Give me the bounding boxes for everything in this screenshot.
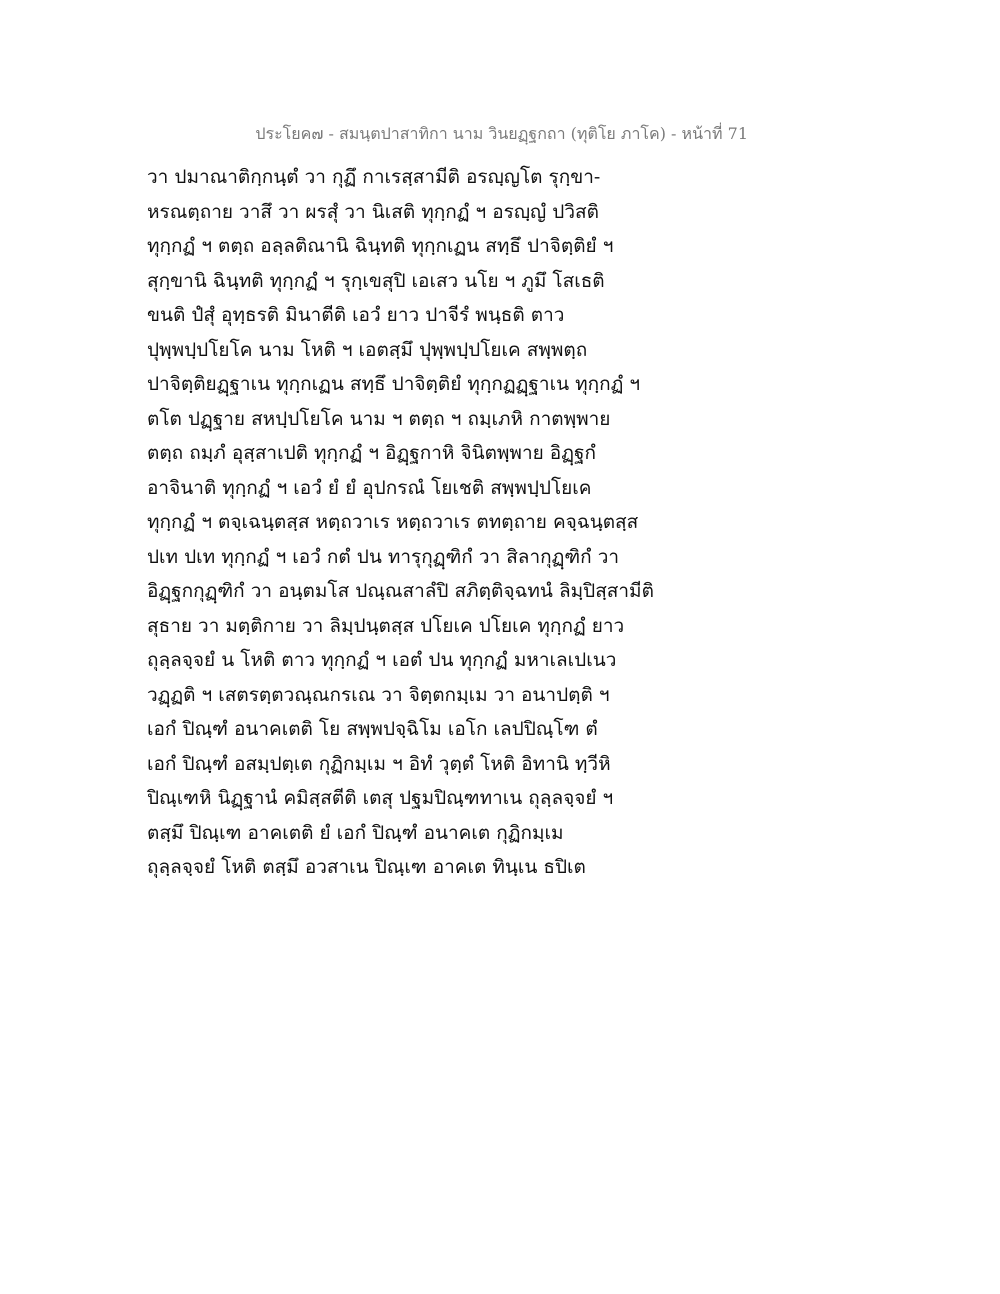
text-line: ทุกฺกฏํ ฯ ตจฺเฉนฺตสฺส หตฺถวาเร หตฺถวาเร ตทตฺถาย คจฺฉนฺตสฺส bbox=[147, 511, 639, 533]
text-line: ตสฺมึ ปิณฺเฑ อาคเตติ ยํ เอกํ ปิณฺฑํ อนาคเต กุฏิกมฺเม bbox=[147, 821, 564, 844]
text-line: ตโต ปฏฺฐาย สหปฺปโยโค นาม ฯ ตตฺถ ฯ ถมฺเภหิ กาตพฺพาย bbox=[147, 407, 611, 430]
text-line: สุธาย วา มตฺติกาย วา ลิมฺปนฺตสฺส ปโยเค ปโยเค ทุกฺกฏํ ยาว bbox=[147, 614, 625, 637]
text-line: เอกํ ปิณฺฑํ อนาคเตติ โย สพฺพปจฺฉิโม เอโก เลปปิณฺโฑ ตํ bbox=[147, 718, 598, 740]
text-line: อิฏฺฐกกุฏฺฑิกํ วา อนฺตมโส ปณฺณสาลํปิ สภิตฺติจฺฉทนํ ลิมฺปิสฺสามีติ bbox=[147, 580, 654, 602]
text-line: อาจินาติ ทุกฺกฏํ ฯ เอวํ ยํ ยํ อุปกรณํ โยเชติ สพฺพปฺปโยเค bbox=[147, 476, 592, 499]
text-line: ขนติ ปํสุํ อุทฺธรติ มินาตีติ เอวํ ยาว ปาจีรํ พนฺธติ ตาว bbox=[147, 304, 565, 326]
text-line: หรณตฺถาย วาสึ วา ผรสุํ วา นิเสติ ทุกฺกฏํ ฯ อรญฺญํ ปวิสติ bbox=[147, 200, 599, 223]
text-line: วฏฺฏติ ฯ เสตรตฺตวณฺณกรเณ วา จิตฺตกมฺเม วา อนาปตฺติ ฯ bbox=[147, 683, 610, 706]
text-line: ตตฺถ ถมฺภํ อุสฺสาเปติ ทุกฺกฏํ ฯ อิฏฺฐกาหิ จินิตพฺพาย อิฏฺฐกํ bbox=[147, 442, 596, 464]
text-line: ทุกฺกฏํ ฯ ตตฺถ อลฺลติณานิ ฉินฺทติ ทุกฺกเฏน สทฺธึ ปาจิตฺติยํ ฯ bbox=[147, 235, 614, 257]
body-text bbox=[147, 160, 767, 885]
text-line: ปเท ปเท ทุกฺกฏํ ฯ เอวํ กตํ ปน ทารุกุฏฺฑิกํ วา สิลากุฏฺฑิกํ วา bbox=[147, 545, 620, 568]
running-header: ประโยค๗ - สมนฺตปาสาทิกา นาม วินยฏฺฐกถา (ทุติโย ภาโค) - หน้าที่ 71 bbox=[255, 124, 748, 143]
text-line: ปิณฺเฑหิ นิฏฺฐานํ คมิสฺสตีติ เตสุ ปฐมปิณฺฑทาเน ถุลฺลจฺจยํ ฯ bbox=[147, 787, 614, 809]
text-line: ถุลฺลจฺจยํ น โหติ ตาว ทุกฺกฏํ ฯ เอตํ ปน ทุกฺกฏํ มหาเลเปเนว bbox=[147, 649, 617, 671]
text-line: วา ปมาณาติกฺกนฺตํ วา กุฏึ กาเรสฺสามีติ อรญฺญโต รุกฺขา- bbox=[147, 166, 601, 188]
text-line: เอกํ ปิณฺฑํ อสมฺปตฺเต กุฏิกมฺเม ฯ อิทํ วุตฺตํ โหติ อิทานิ ทฺวีหิ bbox=[147, 752, 611, 775]
text-line: ถุลฺลจฺจยํ โหติ ตสฺมึ อวสาเน ปิณฺเฑ อาคเต ทินฺเน ธปิเต bbox=[147, 856, 586, 878]
text-line: สุกฺขานิ ฉินฺทติ ทุกฺกฏํ ฯ รุกฺเขสุปิ เอเสว นโย ฯ ภูมึ โสเธติ bbox=[147, 269, 605, 292]
text-line: ปาจิตฺติยฏฺฐาเน ทุกฺกเฏน สทฺธึ ปาจิตฺติยํ ทุกฺกฏฏฺฐาเน ทุกฺกฏํ ฯ bbox=[147, 373, 641, 395]
text-line: ปุพฺพปฺปโยโค นาม โหติ ฯ เอตสฺมึ ปุพฺพปฺปโยเค สพฺพตฺถ bbox=[147, 338, 588, 361]
